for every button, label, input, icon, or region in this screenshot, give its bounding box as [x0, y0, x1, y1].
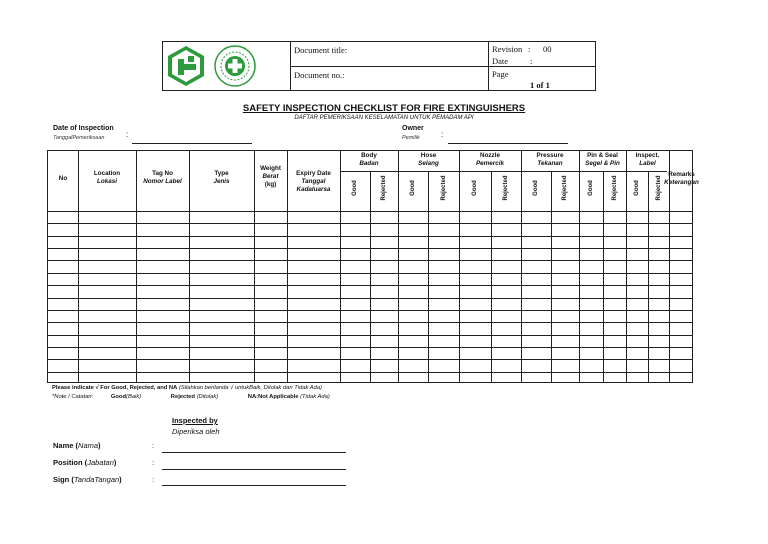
group-header: Hose Selang [418, 152, 439, 167]
page-label: Page [492, 69, 509, 79]
table-row[interactable] [48, 224, 692, 235]
rejected-column-header: Rejected [381, 175, 387, 201]
column-header: Location Lokasi [93, 170, 121, 185]
column-header: Tag No Nomor Label [143, 170, 182, 185]
page-value: 1 of 1 [530, 80, 550, 90]
document-no-label: Document no.: [294, 70, 345, 80]
table-row[interactable] [48, 311, 692, 322]
group-header: Pressure Tekanan [536, 152, 564, 167]
column-header: Weight Berat (kg) [260, 165, 281, 188]
date-colon: : [530, 56, 533, 66]
group-header: Pin & Seal Segel & Pin [585, 152, 620, 167]
position-field[interactable] [162, 469, 346, 470]
group-header-line [340, 171, 667, 172]
group-header: Nozzle Pemercik [475, 152, 504, 167]
good-column-header: Good [472, 180, 478, 196]
owner-colon: : [441, 130, 444, 139]
table-row[interactable] [48, 348, 692, 359]
date-colon: : [126, 130, 129, 139]
good-column-header: Good [533, 180, 539, 196]
inspected-by-title-id: Diperiksa oleh [172, 427, 220, 436]
table-row[interactable] [48, 299, 692, 310]
good-column-header: Good [410, 180, 416, 196]
position-label: Position (Jabatan) [53, 458, 117, 467]
table-row[interactable] [48, 336, 692, 347]
table-row[interactable] [48, 237, 692, 248]
page-title: SAFETY INSPECTION CHECKLIST FOR FIRE EXTINGUISHERS [242, 103, 526, 114]
table-row[interactable] [48, 274, 692, 285]
rejected-column-header: Rejected [562, 175, 568, 201]
inspected-by-title: Inspected by [172, 416, 218, 425]
page-subtitle: DAFTAR PEMERIKSAAN KESELAMATAN UNTUK PEMADAM API [294, 115, 474, 121]
rejected-column-header: Rejected [440, 175, 447, 201]
document-title-label: Document title: [294, 45, 348, 55]
inspection-table [47, 150, 699, 383]
name-field[interactable] [162, 452, 346, 453]
rejected-column-header: Rejected [503, 175, 509, 201]
column-header: Expiry Date Tanggal Kadaluarsa [296, 170, 331, 193]
good-column-header: Good [352, 180, 358, 196]
column-header: Type Jenis [213, 170, 230, 185]
revision-colon: : [528, 44, 531, 54]
name-label: Name (Nama) [53, 441, 101, 450]
table-row[interactable] [48, 286, 692, 297]
rejected-column-header: Rejected [611, 175, 618, 201]
group-header: Body Badan [359, 152, 379, 167]
safety-seal-icon [213, 44, 257, 88]
table-row[interactable] [48, 373, 692, 384]
name-colon: : [152, 441, 155, 450]
sign-label: Sign (TandaTangan) [53, 475, 122, 484]
owner-label: Owner [402, 125, 424, 132]
column-header: No [58, 175, 68, 182]
sign-colon: : [152, 475, 155, 484]
date-of-inspection-label-id: TanggalPemeriksaan [53, 135, 105, 141]
date-of-inspection-field[interactable] [132, 143, 252, 144]
table-row[interactable] [48, 360, 692, 371]
table-row[interactable] [48, 261, 692, 272]
sign-field[interactable] [162, 485, 346, 486]
remarks-header: Remarks Keterangan [664, 171, 699, 186]
date-label: Date [492, 56, 509, 66]
table-row[interactable] [48, 323, 692, 334]
rejected-column-header: Rejected [655, 175, 662, 201]
revision-label: Revision [492, 44, 523, 54]
table-row[interactable] [48, 249, 692, 260]
position-colon: : [152, 458, 155, 467]
revision-value: 00 [543, 44, 552, 54]
group-header: Inspect. Label [635, 152, 660, 167]
owner-field[interactable] [448, 143, 568, 144]
date-of-inspection-label: Date of Inspection [53, 125, 114, 132]
table-row[interactable] [48, 212, 692, 223]
please-indicate-note: Please indicate √ For Good, Rejected, and NA (Silahkan berilanda √ untukBaik, Ditolak dan Tidak Ada) [52, 385, 322, 391]
owner-label-id: Pemilik [402, 135, 420, 141]
company-logo-icon [165, 45, 207, 87]
legend-note: *Note / Catatan: Good(Baik) Rejected (Ditolak) NA:Not Applicable (Tidak Ada) [52, 394, 330, 400]
good-column-header: Good [588, 180, 594, 196]
good-column-header: Good [634, 180, 640, 196]
